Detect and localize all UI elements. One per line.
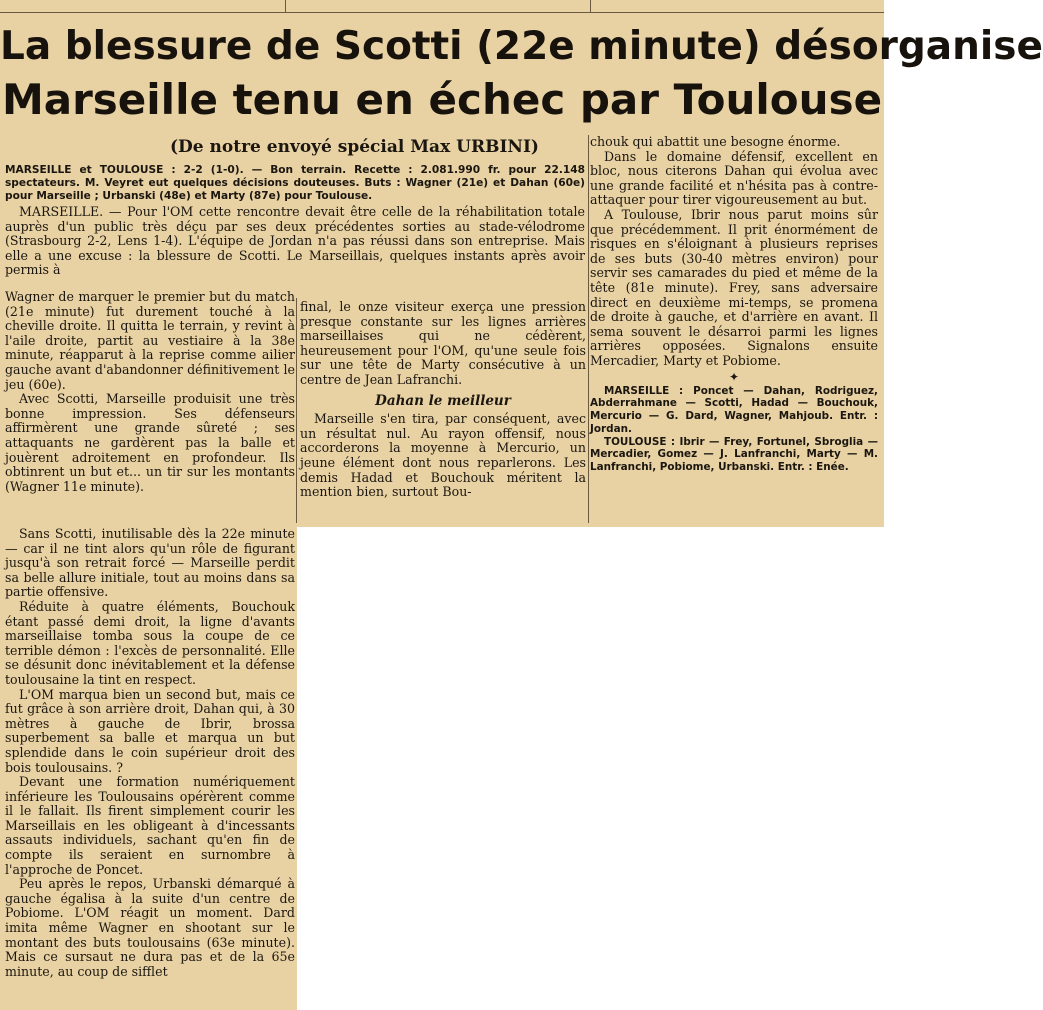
paragraph: L'OM marqua bien un second but, mais ce fut grâce à son arrière droit, Dahan qui, à 30 mètres à gauche de Ibrir, brossa superbement sa balle et marqua un but splendide dans le coin supérieur droit des bois toulousains. ? <box>5 686 295 775</box>
lineup-marseille: MARSEILLE : Poncet — Dahan, Rodriguez, Abderrahmane — Scotti, Hadad — Bouchouk, Mercurio — G. Dard, Wagner, Mahjoub. Entr. : Jordan. <box>590 384 878 435</box>
paragraph: Peu après le repos, Urbanski démarqué à gauche égalisa à la suite d'un centre de Pobiome. L'OM réagit un moment. Dard imita même Wagner en shootant sur le montant des buts toulousains (63e minute). Mais ce sursaut ne dura pas et de la 65e minute, au coup de sifflet <box>5 876 295 979</box>
headline-line-2: Marseille tenu en échec par Toulouse <box>1 75 883 124</box>
paragraph: A Toulouse, Ibrir nous parut moins sûr que précédemment. Il prit énormément de risques en s'éloignant à plusieurs reprises de ses buts (30-40 mètres environ) pour servir ses camarades du pied et même de la tête (81e minute). Frey, sans adversaire direct en deuxième mi-temps, se promena de droite à gauche, et d'arrière en avant. Il sema souvent le désarroi parmi les lignes arrières opposées. Signalons ensuite Mercadier, Marty et Pobiome. <box>590 206 878 368</box>
article-column-1-continued <box>5 527 295 979</box>
star-separator-icon: ✦ <box>728 369 740 384</box>
paragraph: Dans le domaine défensif, excellent en bloc, nous citerons Dahan qui évolua avec une grande facilité et n'hésita pas à contre-attaquer pour tirer vigoureusement au but. <box>590 148 878 208</box>
headline-line-1: La blessure de Scotti (22e minute) désorganise <box>0 24 1043 69</box>
paragraph: Sans Scotti, inutilisable dès la 22e minute — car il ne tint alors qu'un rôle de figurant jusqu'à son retrait forcé — Marseille perdit sa belle allure initiale, tout au moins dans sa partie offensive. <box>5 526 295 600</box>
article-column-1 <box>5 290 295 494</box>
paragraph: chouk qui abattit une besogne énorme. <box>590 134 841 149</box>
paragraph: final, le onze visiteur exerça une pression presque constante sur les lignes arrières marseillaises qui ne cédèrent, heureusement pour l'OM, qu'une seule fois sur une tête de Marty consécutive à un centre de Jean Lafranchi. <box>300 299 586 387</box>
paragraph: Marseille s'en tira, par conséquent, avec un résultat nul. Au rayon offensif, nous accorderons la moyenne à Mercurio, un jeune élément dont nous reparlerons. Les demis Hadad et Bouchouk méritent la mention bien, surtout Bou- <box>300 411 586 500</box>
top-rule <box>0 0 884 16</box>
result-summary: MARSEILLE et TOULOUSE : 2-2 (1-0). — Bon terrain. Recette : 2.081.990 fr. pour 22.148 spectateurs. M. Veyret eut quelques décisions douteuses. Buts : Wagner (21e) et Dahan (60e) pour Marseille ; Urbanski (48e) et Marty (87e) pour Toulouse. <box>5 164 585 202</box>
paragraph: Réduite à quatre éléments, Bouchouk étant passé demi droit, la ligne d'avants marseillaise tomba sous la coupe de ce terrible démon : l'excès de personnalité. Elle se désunit donc inévitablement et la défense toulousaine la tint en respect. <box>5 598 295 687</box>
subheading: Dahan le meilleur <box>375 392 511 409</box>
article-column-2 <box>300 300 586 500</box>
byline: (De notre envoyé spécial Max URBINI) <box>170 137 539 157</box>
column-divider <box>588 135 589 523</box>
article-column-3 <box>590 135 878 474</box>
paragraph: Avec Scotti, Marseille produisit une très bonne impression. Ses défenseurs affirmèrent une grande sûreté ; ses attaquants ne gardèrent pas la balle et jouèrent adroitement en profondeur. Ils obtinrent un but et... un tir sur les montants (Wagner 11e minute). <box>5 391 295 494</box>
column-divider <box>296 298 297 523</box>
paragraph: Devant une formation numériquement inférieure les Toulousains opérèrent comme il le fallait. Ils firent simplement courir les Marseillais en les obligeant à d'incessants assauts individuels, sachant qu'en fin de compte ils seraient en surnombre à l'approche de Poncet. <box>5 774 295 877</box>
paragraph: Wagner de marquer le premier but du match (21e minute) fut durement touché à la cheville droite. Il quitta le terrain, y revint à l'aile droite, partit au vestiaire à la 38e minute, réapparut à la reprise comme ailier gauche avant d'abandonner définitivement le jeu (60e). <box>5 289 295 392</box>
lineup-toulouse: TOULOUSE : Ibrir — Frey, Fortunel, Sbroglia — Mercadier, Gomez — J. Lanfranchi, Marty — M. Lanfranchi, Pobiome, Urbanski. Entr. : Enée. <box>590 435 878 474</box>
lead-paragraph: MARSEILLE. — Pour l'OM cette rencontre devait être celle de la réhabilitation totale auprès d'un public très déçu par ses deux précédentes sorties au stade-vélodrome (Strasbourg 2-2, Lens 1-4). L'équipe de Jordan n'a pas réussi dans son entreprise. Mais elle a une excuse : la blessure de Scotti. Le Marseillais, quelques instants après avoir permis à <box>5 204 585 278</box>
article-lead-block <box>5 164 585 278</box>
